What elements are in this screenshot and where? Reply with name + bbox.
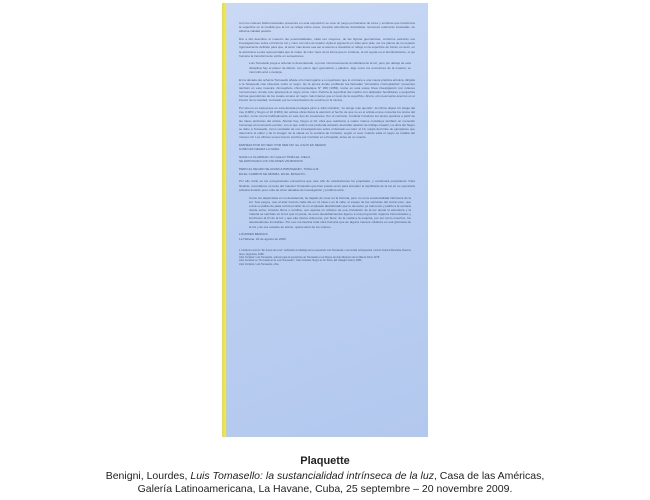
- caption-title: Plaquette: [300, 455, 350, 467]
- poem-line: SE ESPONJAN LOS COLORES VANIDOSOS.: [239, 159, 304, 164]
- plaquette-text: [239, 21, 415, 266]
- plaquette-paragraph: Día a día descubre el maestro las potencialidades, cada vez mayores, de las figuras geométricas, conforme avanzan sus investigaciones sobre el binomio luz y color, tan caro al creador. Ayila el pigmento en ellas pero pide, ser los planos de un espacio rigurosamente definido para que, al tener más áreas sea así el asunto a visualizar el reflejo en la superficie de fondo; es decir, en la atmósfera a esta representada que la rodea. El color nace de la forma que lo contiene, la luz ayuda en el alumbramiento, el ojo humano la transforma de vivirle en sensaciones.: [239, 37, 415, 58]
- footnote: Julio Cortázar. Luis Tomasello, artículo para la exposición de Tomasello en el Museo de Arte Moderno de la Villa de París 1978.: [239, 256, 380, 260]
- plaquette-paragraph: Por ello no es casual que en esta década produjera junto a Julio Cortázar, "su amigo más querido", los libros objeto Un elogio del tres (1980) y Negro el 10 (1984). En ambas obras llama la atención el hecho de que no es el artista el que comenta los textos del escritor, como ocurre habitualmente en este tipo de creaciones. Por el contrario, Cortázar introduce los textos poéticos a partir de las ideas pictóricas del artista. Afectar hay, Negro el 10, obra que realizaron a cuatro manos constituye también un merecido homenaje al reconocido escritor, con el que cultivó una profunda amistad, devenida relación de trabajo creador. La obra del Negro se debe a Tomasello, como resultado de sus investigaciones sobre el llamado su color. el 10, surgió del límite de ejemplares que determinó el editor y de la imagen de la valeta en la ventana de Cortázar, según el cual, cuando salía el negro se trataba del número 10. Los últimos versos fueron escritos por Cortázar en el hospital, antes de su muerte.: [239, 106, 415, 140]
- footnote: 1 Cortázar Lorenzo "En busca de la luz" publicado al catálogo de la exposición Luis Tomasello, una mirada retrospectiva, Centro Cultural Recoleta, Buenos Aires, Argentina, 1995.: [239, 249, 411, 256]
- footnote: Julio Cortázar en "El cuaderno de Luis Tomasello", Julio Cortázar, Negro el 10. París, Ed. Maeght Grand, 1984.: [239, 259, 363, 263]
- signature-block: [239, 232, 415, 241]
- plaquette-paragraph: En la década del ochenta Tomasello añade otro interrogante a su quehacer que lo conduce a una nueva práctica artística, dirigida a la búsqueda casi obsesiva sobre el negro. Es la época donde proliferan las llamadas "Atmósfera cromoplástica" presentes también en este muestra: Atmosphère chromoplastique N° 366 (1983), reúne en esta suave línea investigación con relieves monocromos, donde solo aparecerá el negro como color. Perfora la superficie del cuadro con delicados hendiduras o pequeñas formas geométricas de los cuales emana un negro más intenso que el resto de la superficie. Ahora, otro levemente acercan en el interior de la cavidad, motivado por la concentración de sombra en la misma.: [239, 77, 415, 103]
- plaquette-sheet: [226, 3, 428, 437]
- caption: [0, 455, 650, 496]
- signature-date: La Habana, 20 de agosto de 2009: [239, 236, 286, 241]
- plaquette-paragraph: Luis Tomasello juega a ordenar lo desordenado, a poner minuciosamente la cabellera de la luz, pero por debajo de esta disciplina hay el placer de liberar, con pleno rigor geométrico y plástico, algo como los emociones de la materia, su murmullo azul o naranja.: [249, 61, 411, 74]
- poem-stanza: [239, 143, 415, 152]
- caption-citation-line-1: [0, 470, 650, 483]
- caption-work-title: Luis Tomasello: la sustancialidad intrínseca de la luz: [190, 470, 434, 482]
- footnotes: [239, 249, 415, 266]
- poem-stanza: [239, 155, 415, 164]
- plaquette-paragraph: Con los relieves bidimensionales presentes en esta exposición se crea un juego permanente de luces y sombras que transforma la superficie en la medida que la luz se refleja sobre estos, creando atmósferas dramáticas, tensiones realmente inusitadas, de altísima calidad poética.: [239, 21, 415, 34]
- poem-line: NACE LA CLARIDAD, SU GALLO TRIZA EL CIELO,: [239, 155, 311, 160]
- caption-citation-line-2: Galería Latinoamericana, La Havane, Cuba, 25 septembre – 20 novembre 2009.: [137, 483, 513, 495]
- poem-stanza: [239, 167, 415, 176]
- poem-line: EMPIEZA POR NO SER. POR SER NO. EL CAOS ES NEGRO: [239, 142, 327, 147]
- footnote: Julio Cortázar. Luis Tomasello, obra.: [239, 262, 280, 266]
- caption-publisher: , Casa de las Américas,: [433, 470, 545, 482]
- plaquette-photo: [222, 3, 428, 437]
- poem-line: PERO EL NEGRO SE AVANCA PRIMIGENIO, TODA LUZ: [239, 167, 319, 172]
- plaquette-quote: Como los alquimistas en su decadencia, he dejado de creer en la fórmula, pero no en la sustancialidad intrínseca de la luz. Sus juegos, que al azar invento cada día en mi casa o en la calle, el espejo de las ventanas del cuarto piso, que envía su pálido de plata contra el talón de un empleado abandonado que lo devuelve ya más lento y pálido a la ventana donde entra; mirando libros o tornillos, son apenas un anticipo de esa circulación de la luz donde la atmósfera y la materia se cambian en la luz que el poeta, de esos desdoblamientos ligeros a una proyección órganos transmutados y luminosos al fin de la luz y que ella misma vida pone, por favor; de la vuelta a la esquina, por ser como nosotros, los desobedientes incurables. Por eso me fascina toda obra humana que de alguna manera colabora en esa gimnasia de la luz y de sus estados de ánimo, quiera decir de los colores.: [249, 195, 411, 229]
- signature-name: LOURDES BENIGNI: [239, 232, 268, 237]
- caption-author: Benigni, Lourdes,: [105, 470, 191, 482]
- poem-line: EN EL CARBON SE ABISMA, EN EL BASALTO...: [239, 171, 308, 176]
- poem-line: COMO ES NEGRA LA NADA.: [239, 147, 281, 152]
- plaquette-paragraph: Por ello invito en los excepcionales encuentros que este año de celebraciones ha propiciado, y continuará propiciando. Para finalizar, recordamos un texto del maestro Tomasello que bien puede servir para entender el significado de la luz en su operatoria artística durante poco más de cinco décadas de investigación y prolífera obra:: [239, 179, 415, 192]
